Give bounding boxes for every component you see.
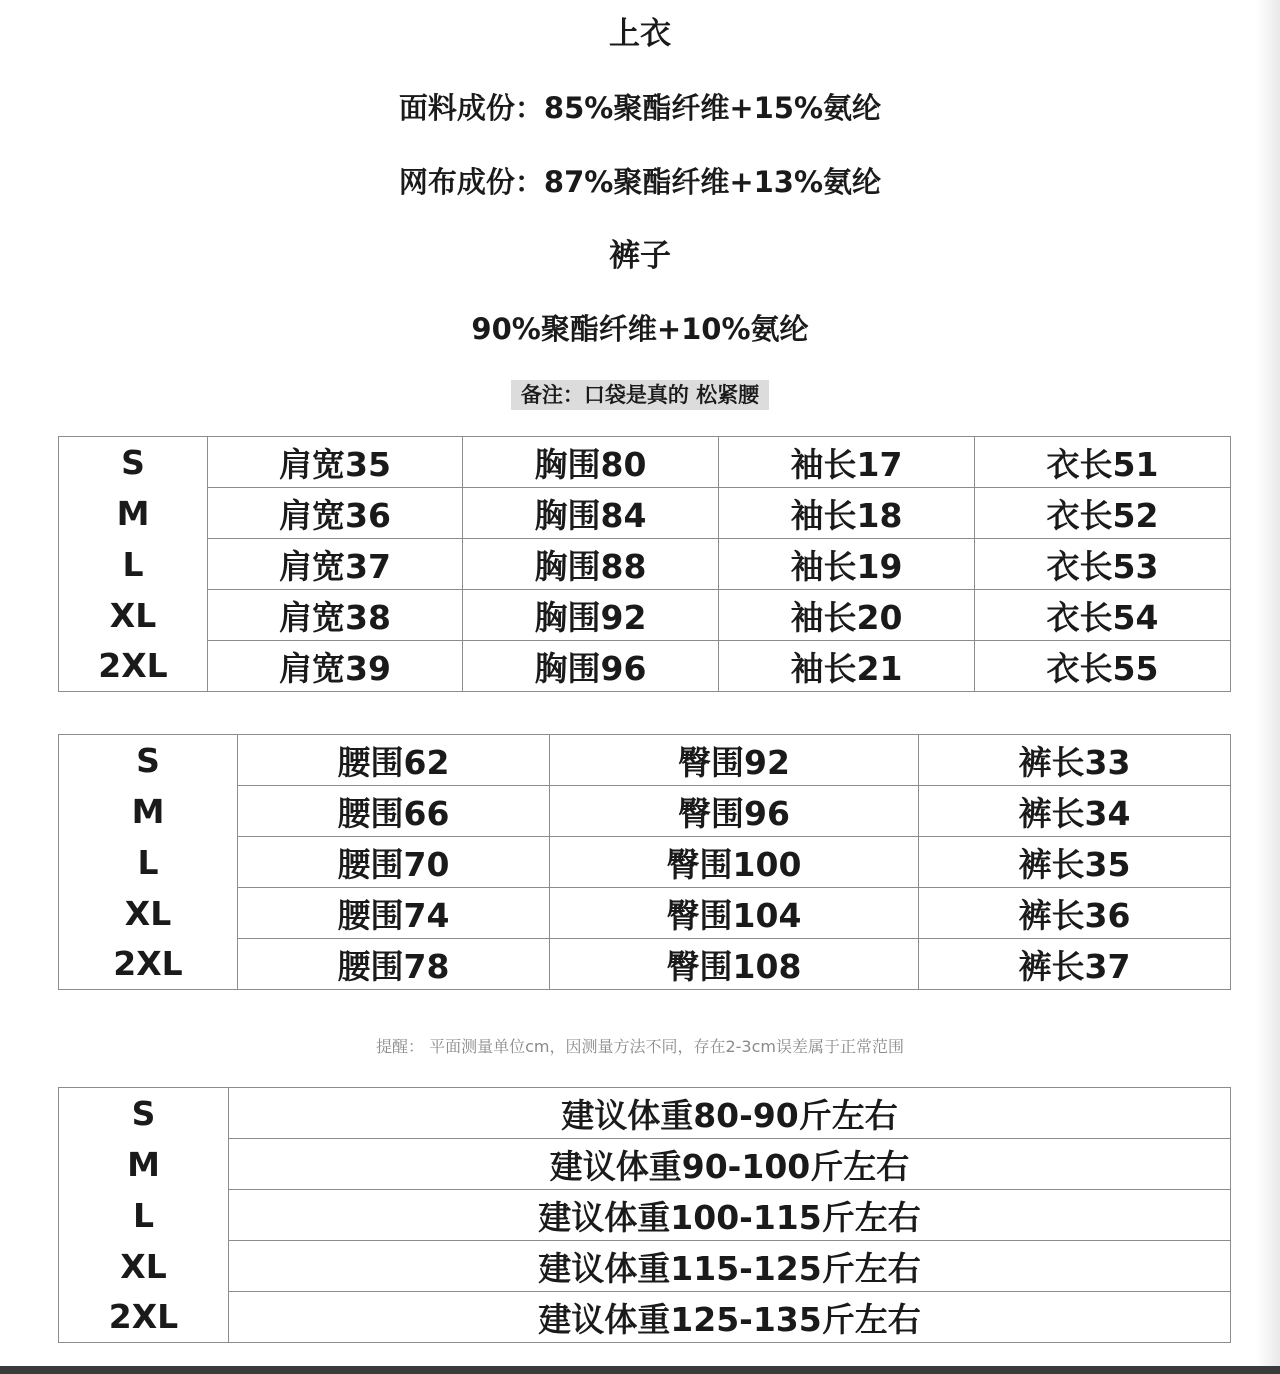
size-label: S — [59, 1088, 229, 1139]
top-size-table — [58, 436, 1231, 692]
table-row — [59, 786, 1231, 837]
weight-size-table — [58, 1087, 1231, 1343]
size-label: M — [59, 786, 238, 837]
table-row — [59, 590, 1231, 641]
waist-cell: 腰围78 — [238, 939, 550, 990]
waist-cell: 腰围66 — [238, 786, 550, 837]
shoulder-cell: 肩宽39 — [208, 641, 463, 692]
chest-cell: 胸围88 — [463, 539, 719, 590]
sleeve-cell: 袖长21 — [719, 641, 975, 692]
waist-cell: 腰围70 — [238, 837, 550, 888]
sleeve-cell: 袖长19 — [719, 539, 975, 590]
size-label: XL — [59, 1241, 229, 1292]
pants-length-cell: 裤长33 — [919, 735, 1231, 786]
waist-cell: 腰围74 — [238, 888, 550, 939]
size-label: 2XL — [59, 1292, 229, 1343]
table-row — [59, 939, 1231, 990]
measurement-tip: 提醒： 平面测量单位cm，因测量方法不同，存在2-3cm误差属于正常范围 — [376, 1037, 904, 1056]
table-row — [59, 1088, 1231, 1139]
hip-cell: 臀围92 — [550, 735, 919, 786]
size-label: L — [59, 539, 208, 590]
table-row — [59, 437, 1231, 488]
shoulder-cell: 肩宽36 — [208, 488, 463, 539]
size-label: 2XL — [59, 641, 208, 692]
shoulder-cell: 肩宽35 — [208, 437, 463, 488]
note-row — [0, 380, 1280, 410]
weight-cell: 建议体重115-125斤左右 — [229, 1241, 1231, 1292]
table-row — [59, 641, 1231, 692]
size-label: M — [59, 1139, 229, 1190]
table-row — [59, 1190, 1231, 1241]
table-row — [59, 888, 1231, 939]
size-label: S — [59, 437, 208, 488]
pants-length-cell: 裤长34 — [919, 786, 1231, 837]
weight-cell: 建议体重100-115斤左右 — [229, 1190, 1231, 1241]
size-label: 2XL — [59, 939, 238, 990]
length-cell: 衣长53 — [975, 539, 1231, 590]
table-row — [59, 735, 1231, 786]
table-row — [59, 1241, 1231, 1292]
shoulder-cell: 肩宽37 — [208, 539, 463, 590]
hip-cell: 臀围96 — [550, 786, 919, 837]
length-cell: 衣长52 — [975, 488, 1231, 539]
length-cell: 衣长55 — [975, 641, 1231, 692]
sleeve-cell: 袖长20 — [719, 590, 975, 641]
hip-cell: 臀围104 — [550, 888, 919, 939]
waist-cell: 腰围62 — [238, 735, 550, 786]
note-text: 备注：口袋是真的 松紧腰 — [511, 380, 769, 410]
length-cell: 衣长51 — [975, 437, 1231, 488]
pants-size-table — [58, 734, 1231, 990]
size-label: XL — [59, 888, 238, 939]
size-label: XL — [59, 590, 208, 641]
hip-cell: 臀围100 — [550, 837, 919, 888]
size-label: L — [59, 1190, 229, 1241]
sleeve-cell: 袖长18 — [719, 488, 975, 539]
table-row — [59, 488, 1231, 539]
chest-cell: 胸围96 — [463, 641, 719, 692]
chest-cell: 胸围92 — [463, 590, 719, 641]
sleeve-cell: 袖长17 — [719, 437, 975, 488]
weight-cell: 建议体重125-135斤左右 — [229, 1292, 1231, 1343]
chest-cell: 胸围80 — [463, 437, 719, 488]
top-heading: 上衣 — [609, 16, 671, 52]
table-row — [59, 1292, 1231, 1343]
table-row — [59, 1139, 1231, 1190]
size-label: S — [59, 735, 238, 786]
shoulder-cell: 肩宽38 — [208, 590, 463, 641]
size-label: M — [59, 488, 208, 539]
chest-cell: 胸围84 — [463, 488, 719, 539]
pants-length-cell: 裤长36 — [919, 888, 1231, 939]
pants-length-cell: 裤长35 — [919, 837, 1231, 888]
pants-heading: 裤子 — [609, 238, 671, 274]
pants-length-cell: 裤长37 — [919, 939, 1231, 990]
table-row — [59, 837, 1231, 888]
top-fabric-composition: 面料成份：85%聚酯纤维+15%氨纶 — [398, 91, 882, 125]
pants-fabric-composition: 90%聚酯纤维+10%氨纶 — [471, 312, 809, 346]
top-mesh-composition: 网布成份：87%聚酯纤维+13%氨纶 — [398, 165, 882, 199]
weight-cell: 建议体重90-100斤左右 — [229, 1139, 1231, 1190]
size-label: L — [59, 837, 238, 888]
page-edge-shadow — [1256, 0, 1280, 1374]
length-cell: 衣长54 — [975, 590, 1231, 641]
hip-cell: 臀围108 — [550, 939, 919, 990]
bottom-edge-bar — [0, 1366, 1280, 1374]
table-row — [59, 539, 1231, 590]
weight-cell: 建议体重80-90斤左右 — [229, 1088, 1231, 1139]
